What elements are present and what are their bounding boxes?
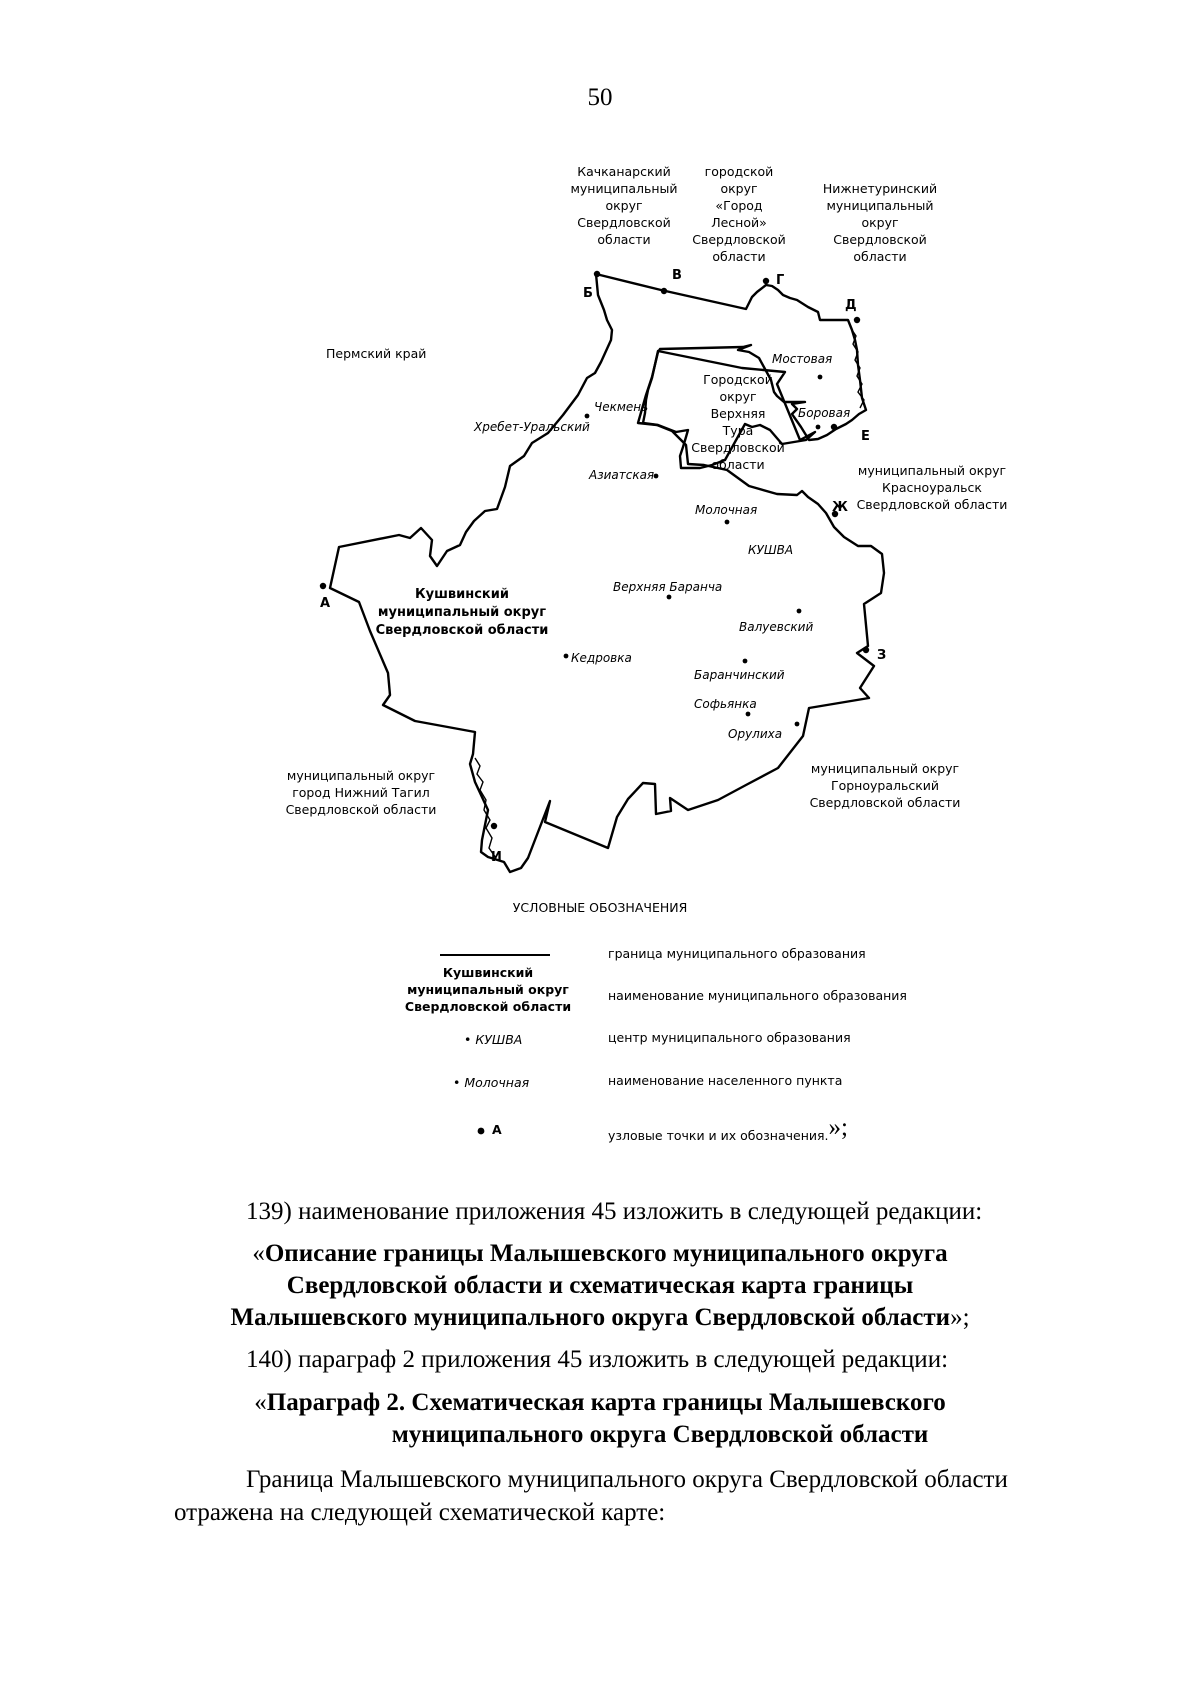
page-number: 50 — [587, 84, 613, 111]
town-molochnaya: Молочная — [695, 503, 758, 517]
node-point-b — [594, 271, 600, 277]
heading-2-line-2: муниципального округа Свердловской области — [391, 1421, 929, 1448]
node-point-d — [854, 317, 860, 323]
heading-1-line-1: «Описание границы Малышевского муниципального округа — [252, 1240, 948, 1267]
legend-node-desc — [608, 1114, 848, 1142]
town-kedrovka: Кедровка — [571, 651, 632, 665]
legend-center-desc: центр муниципального образования — [608, 1030, 851, 1045]
legend-node-desc-text: узловые точки и их обозначения. — [608, 1128, 829, 1143]
municipality-name: Кушвинский муниципальный округ Свердловской области — [375, 587, 549, 638]
legend-name-desc: наименование муниципального образования — [608, 988, 907, 1003]
heading-1-line-3: Малышевского муниципального округа Свердловской области»; — [230, 1304, 970, 1331]
town-chekmen: Чекмень — [594, 400, 649, 414]
town-verkhnyaya-barancha: Верхняя Баранча — [613, 580, 723, 594]
town-aziatskaya: Азиатская — [589, 468, 655, 482]
node-label-zh: Ж — [832, 500, 848, 515]
heading-2 — [150, 1387, 1050, 1451]
node-point-i — [491, 823, 497, 829]
town-sofyanka: Софьянка — [694, 697, 757, 711]
node-label-i: И — [491, 850, 502, 865]
legend-node-dot — [478, 1128, 485, 1135]
node-point-z — [863, 647, 869, 653]
node-label-z: З — [877, 648, 887, 663]
node-label-b: Б — [583, 286, 593, 301]
town-baranchinsky: Баранчинский — [694, 668, 785, 682]
legend-settlement-desc: наименование населенного пункта — [608, 1073, 843, 1088]
neighbor-nizhnyaya-tura: Нижнетуринский муниципальный округ Свердловской области — [822, 181, 938, 264]
body-line-1: Граница Малышевского муниципального округа Свердловской области — [246, 1466, 1008, 1493]
node-point-a — [320, 583, 326, 589]
item-140: 140) параграф 2 приложения 45 изложить в следующей редакции: — [246, 1346, 949, 1373]
node-label-e: Е — [861, 429, 870, 444]
legend-node-desc-tail: »; — [828, 1114, 848, 1141]
node-label-g: Г — [776, 273, 785, 288]
heading-1 — [150, 1238, 1050, 1334]
neighbor-nizhny-tagil: муниципальный округ город Нижний Тагил Свердловской области — [285, 768, 437, 817]
node-label-d: Д — [845, 298, 857, 313]
neighbor-gornouralsky: муниципальный округ Горноуральский Свердловской области — [809, 761, 961, 810]
legend-boundary-desc: граница муниципального образования — [608, 946, 866, 961]
neighbor-lesnoy: городской округ «Город Лесной» Свердловской области — [692, 164, 786, 264]
legend-node-sample: А — [492, 1122, 502, 1137]
node-label-a: А — [320, 596, 331, 611]
town-orulikha: Орулиха — [728, 727, 783, 741]
neighbor-kachkanar: Качканарский муниципальный округ Свердловской области — [570, 164, 678, 247]
body-line-2: отражена на следующей схематической карте: — [174, 1499, 666, 1526]
town-borovaya: Боровая — [798, 406, 851, 420]
legend-center-sample: • КУШВА — [464, 1032, 523, 1047]
heading-2-line-1: «Параграф 2. Схематическая карта границы Малышевского — [254, 1389, 946, 1416]
town-mostovaya: Мостовая — [772, 352, 833, 366]
item-139: 139) наименование приложения 45 изложить в следующей редакции: — [246, 1198, 983, 1225]
heading-1-line-2: Свердловской области и схематическая карта границы — [286, 1272, 914, 1299]
node-point-g — [763, 278, 769, 284]
town-kushva: КУШВА — [748, 543, 794, 557]
town-valuevsky: Валуевский — [739, 620, 814, 634]
enclave-verkhnyaya-tura: Городской округ Верхняя Тура Свердловской области — [691, 372, 785, 472]
legend-settlement-sample: • Молочная — [453, 1075, 530, 1090]
node-label-v: В — [672, 268, 682, 283]
legend-name-sample: Кушвинский муниципальный округ Свердловской области — [404, 965, 572, 1014]
legend-title: УСЛОВНЫЕ ОБОЗНАЧЕНИЯ — [512, 900, 688, 915]
neighbor-perm: Пермский край — [326, 346, 427, 361]
node-point-e — [831, 424, 837, 430]
node-point-v — [661, 288, 667, 294]
town-khrebet-uralsky: Хребет-Уральский — [474, 420, 590, 434]
neighbor-krasnouralsk: муниципальный округ Красноуральск Свердловской области — [856, 463, 1008, 512]
